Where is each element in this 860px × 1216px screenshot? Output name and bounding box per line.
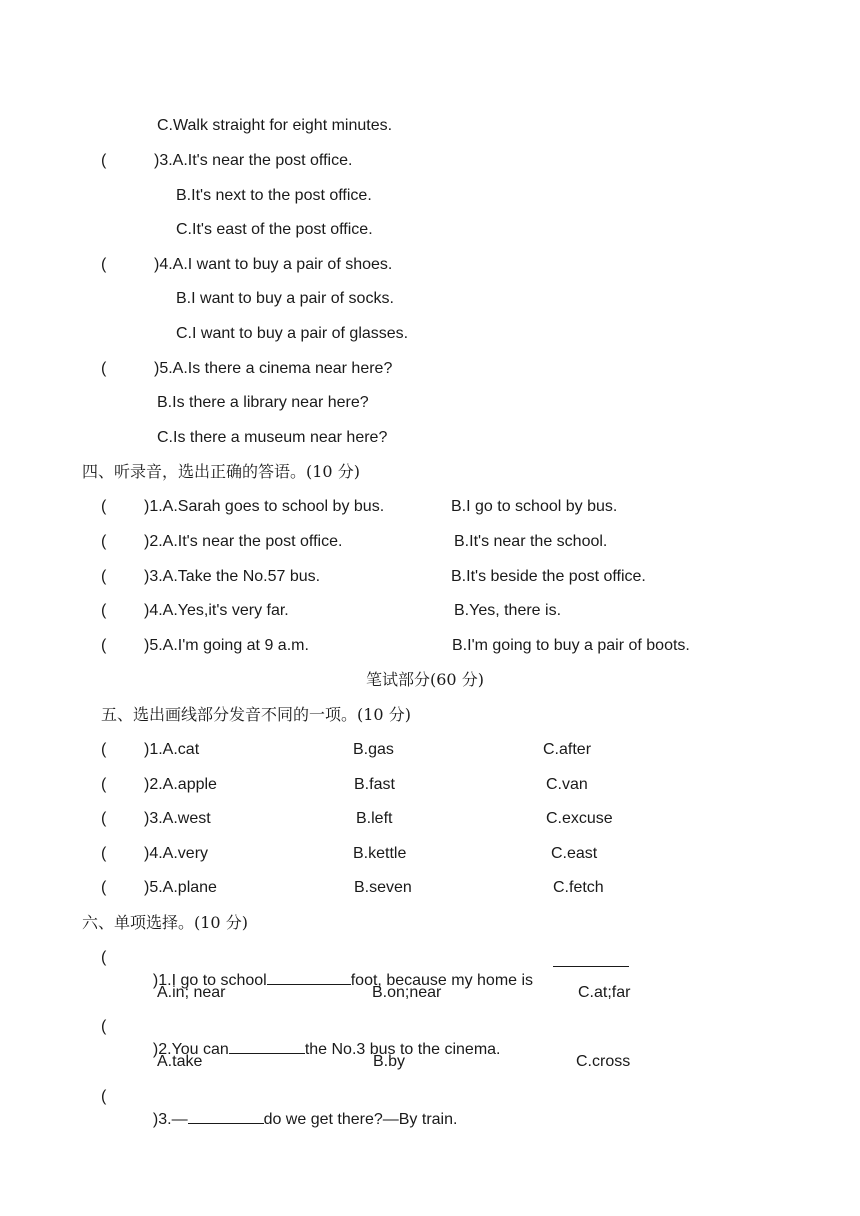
p6-q2-text-pre: )2.You can <box>152 1041 229 1058</box>
answer-paren: ( <box>101 949 107 966</box>
answer-blank[interactable] <box>267 968 351 985</box>
section-heading-4: 四、听录音，选出正确的答语。(10 分) <box>82 462 360 481</box>
answer-paren: ( <box>101 1088 107 1105</box>
p5-q5-option-b: B.seven <box>354 879 412 896</box>
p6-q1-text-pre: )1.I go to school <box>152 972 267 989</box>
p4-q2-option-b: B.It's near the school. <box>454 533 608 550</box>
p5-q3-option-c: C.excuse <box>546 810 613 827</box>
p6-q1-option-c: C.at;far <box>578 984 631 1001</box>
p5-q2-option-c: C.van <box>546 776 588 793</box>
p5-q1-option-a: )1.A.cat <box>144 741 200 758</box>
p6-q1-text-mid: foot, because my home is <box>350 972 534 989</box>
answer-paren: ( <box>101 1018 107 1035</box>
p5-q2-option-a: )2.A.apple <box>144 776 217 793</box>
p5-q1-option-b: B.gas <box>353 741 394 758</box>
p4-q5-option-b: B.I'm going to buy a pair of boots. <box>452 637 690 654</box>
p4-q2-option-a: )2.A.It's near the post office. <box>144 533 343 550</box>
p6-q3-text-post: do we get there?—By train. <box>263 1111 458 1128</box>
answer-paren: ( <box>101 360 107 377</box>
p5-q3-option-a: )3.A.west <box>144 810 211 827</box>
answer-paren: ( <box>101 776 107 793</box>
p4-q5-option-a: )5.A.I'm going at 9 a.m. <box>144 637 309 654</box>
q4-option-c: C.I want to buy a pair of glasses. <box>176 325 409 342</box>
p4-q3-option-b: B.It's beside the post office. <box>451 568 646 585</box>
q5-option-a: )5.A.Is there a cinema near here? <box>154 360 393 377</box>
q3-option-b: B.It's next to the post office. <box>176 187 372 204</box>
p6-q2-option-a: A.take <box>157 1053 203 1070</box>
section-heading-6: 六、单项选择。(10 分) <box>82 913 248 932</box>
q5-option-b: B.Is there a library near here? <box>157 394 369 411</box>
p6-q3-text-pre: )3.— <box>152 1111 188 1128</box>
answer-paren: ( <box>101 533 107 550</box>
answer-blank[interactable] <box>553 950 629 967</box>
q4-option-a: )4.A.I want to buy a pair of shoes. <box>154 256 393 273</box>
answer-paren: ( <box>101 602 107 619</box>
p6-q2-text-post: the No.3 bus to the cinema. <box>304 1041 501 1058</box>
p6-q2-option-b: B.by <box>373 1053 406 1070</box>
answer-paren: ( <box>101 568 107 585</box>
q3-option-a: )3.A.It's near the post office. <box>154 152 353 169</box>
answer-blank[interactable] <box>188 1107 264 1124</box>
p6-q1-option-a: A.in; near <box>157 984 226 1001</box>
q5-option-c: C.Is there a museum near here? <box>157 429 388 446</box>
answer-paren: ( <box>101 810 107 827</box>
answer-paren: ( <box>101 498 107 515</box>
p6-q3-stem <box>144 1087 457 1130</box>
written-section-heading: 笔试部分(60 分) <box>366 670 484 689</box>
p5-q1-option-c: C.after <box>543 741 592 758</box>
p4-q4-option-b: B.Yes, there is. <box>454 602 562 619</box>
answer-blank[interactable] <box>229 1037 305 1054</box>
p5-q4-option-c: C.east <box>551 845 598 862</box>
p4-q3-option-a: )3.A.Take the No.57 bus. <box>144 568 321 585</box>
p6-q1-option-b: B.on;near <box>372 984 442 1001</box>
answer-paren: ( <box>101 637 107 654</box>
p4-q4-option-a: )4.A.Yes,it's very far. <box>144 602 289 619</box>
p5-q2-option-b: B.fast <box>354 776 395 793</box>
answer-paren: ( <box>101 845 107 862</box>
answer-paren: ( <box>101 152 107 169</box>
p5-q3-option-b: B.left <box>356 810 393 827</box>
section-heading-5: 五、选出画线部分发音不同的一项。(10 分) <box>101 705 411 724</box>
p5-q4-option-a: )4.A.very <box>144 845 209 862</box>
p6-q2-option-c: C.cross <box>576 1053 631 1070</box>
p4-q1-option-b: B.I go to school by bus. <box>451 498 618 515</box>
p5-q4-option-b: B.kettle <box>353 845 407 862</box>
p4-q1-option-a: )1.A.Sarah goes to school by bus. <box>144 498 385 515</box>
q3-option-c: C.It's east of the post office. <box>176 221 373 238</box>
p5-q5-option-a: )5.A.plane <box>144 879 217 896</box>
q4-option-b: B.I want to buy a pair of socks. <box>176 290 394 307</box>
p5-q5-option-c: C.fetch <box>553 879 604 896</box>
answer-paren: ( <box>101 741 107 758</box>
answer-paren: ( <box>101 256 107 273</box>
q2-option-c: C.Walk straight for eight minutes. <box>157 117 393 134</box>
answer-paren: ( <box>101 879 107 896</box>
